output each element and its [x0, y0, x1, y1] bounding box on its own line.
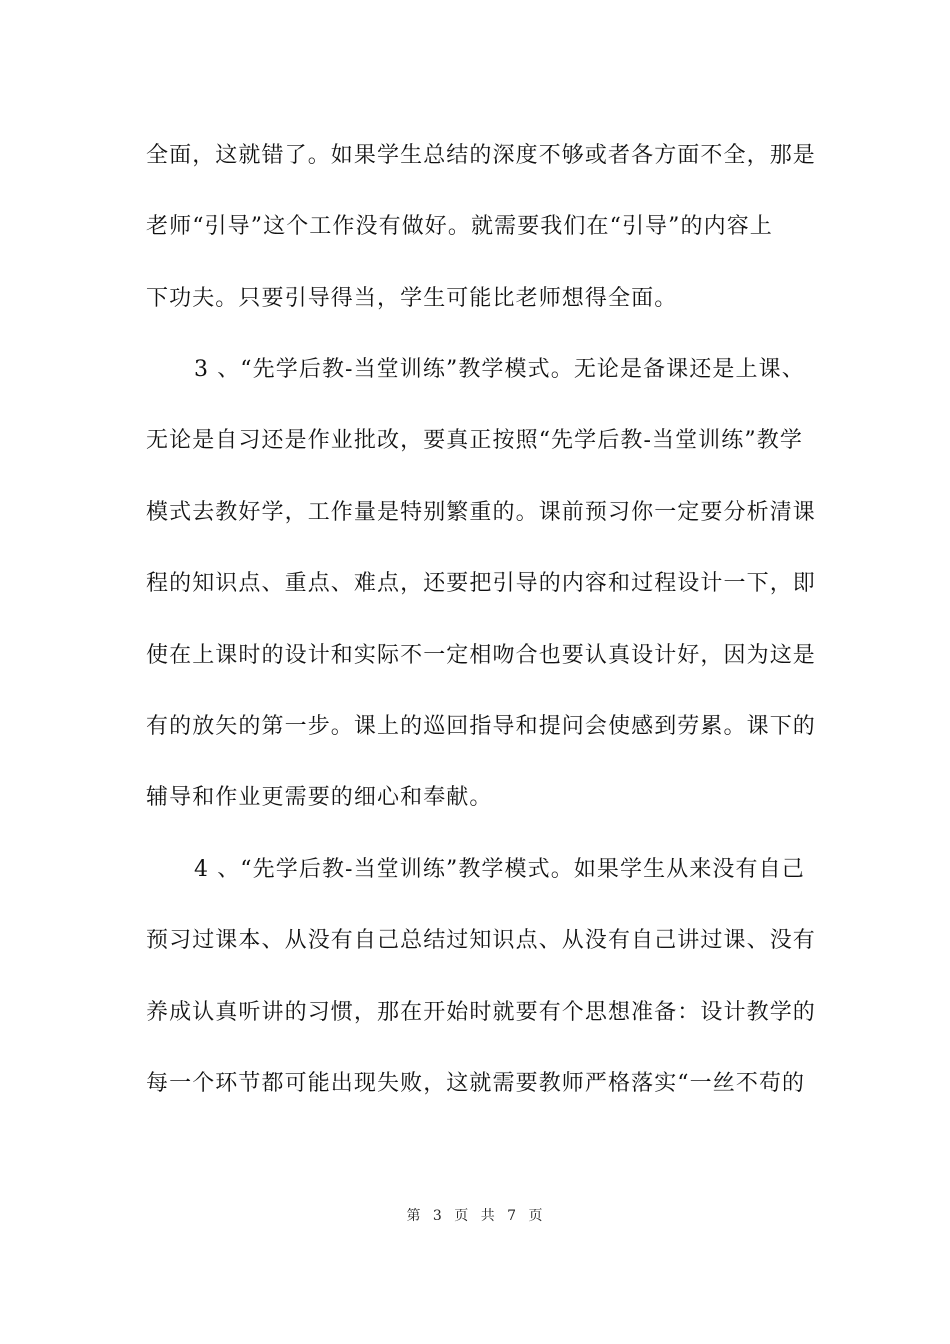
footer-current-page: 3 [432, 1208, 443, 1224]
text-line: 预习过课本、从没有自己总结过知识点、从没有自己讲过课、没有 [146, 928, 816, 953]
footer-total-pages: 7 [507, 1208, 518, 1224]
text-line: 有的放矢的第一步。课上的巡回指导和提问会使感到劳累。课下的 [146, 714, 816, 739]
footer-prefix: 第 [406, 1208, 422, 1224]
text-line: 程的知识点、重点、难点，还要把引导的内容和过程设计一下，即 [146, 571, 816, 596]
text-line: 辅导和作业更需要的细心和奉献。 [146, 785, 493, 810]
text-line: 无论是自习还是作业批改，要真正按照“先学后教-当堂训练”教学 [146, 428, 803, 453]
text-line: 每一个环节都可能出现失败，这就需要教师严格落实“一丝不苟的 [146, 1071, 806, 1096]
text-line: 全面，这就错了。如果学生总结的深度不够或者各方面不全，那是 [146, 143, 816, 168]
text-line: 下功夫。只要引导得当，学生可能比老师想得全面。 [146, 286, 678, 311]
paragraph-3-first-line: 3 、“先学后教-当堂训练”教学模式。无论是备课还是上课、 [194, 357, 805, 382]
paragraph-4-first-line: 4 、“先学后教-当堂训练”教学模式。如果学生从来没有自己 [194, 857, 805, 882]
footer-page-unit: 页 [454, 1208, 470, 1224]
text-line: 老师“引导”这个工作没有做好。就需要我们在“引导”的内容上 [146, 214, 773, 239]
page-footer [0, 1206, 950, 1226]
footer-total-label: 共 [480, 1208, 496, 1224]
text-line: 养成认真听讲的习惯，那在开始时就要有个思想准备：设计教学的 [146, 1000, 816, 1025]
text-line: 使在上课时的设计和实际不一定相吻合也要认真设计好，因为这是 [146, 643, 816, 668]
text-line: 模式去教好学，工作量是特别繁重的。课前预习你一定要分析清课 [146, 500, 816, 525]
footer-suffix: 页 [528, 1208, 544, 1224]
